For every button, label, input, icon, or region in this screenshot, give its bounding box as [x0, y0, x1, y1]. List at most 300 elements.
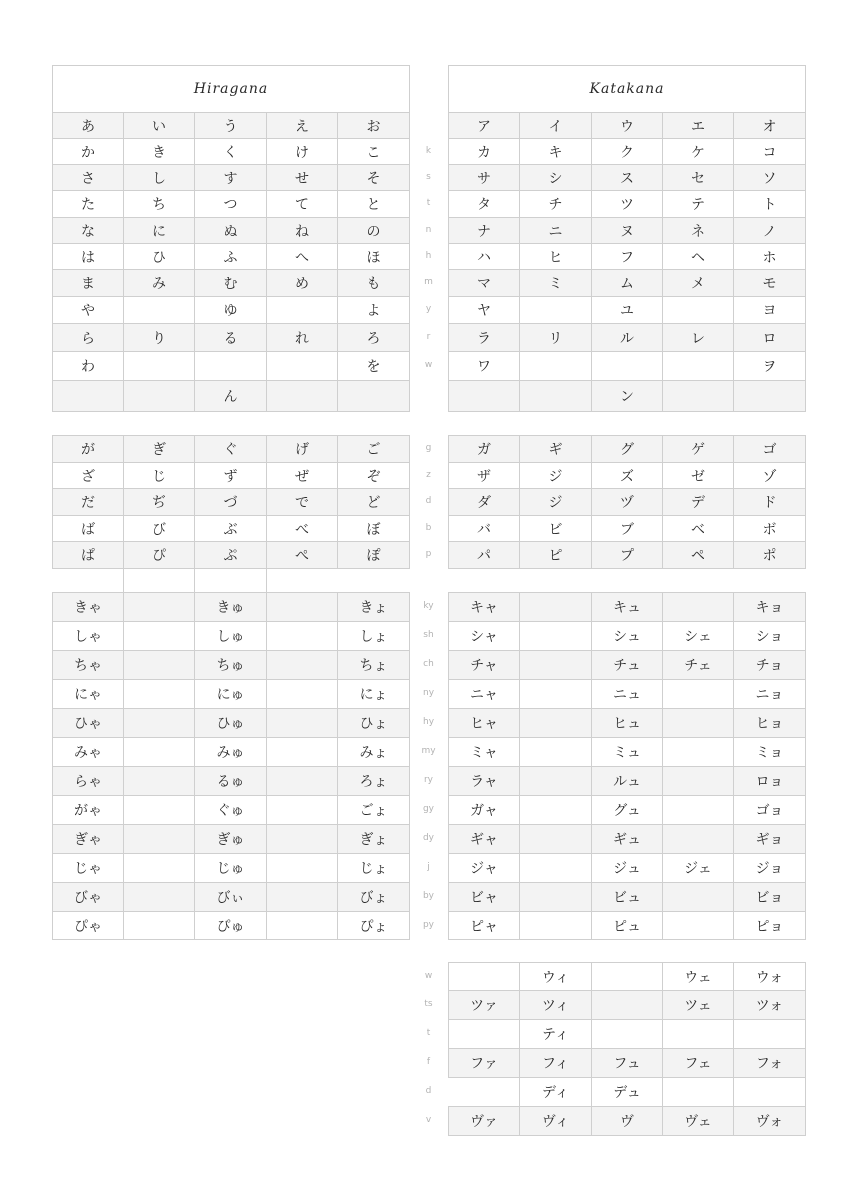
- kana-cell: [663, 381, 734, 412]
- kana-cell: ヴォ: [734, 1107, 806, 1136]
- table-row: [449, 825, 806, 854]
- kana-cell: [663, 883, 734, 912]
- kana-cell: ロョ: [734, 767, 806, 796]
- kana-cell: ミュ: [592, 738, 663, 767]
- table-row: [449, 165, 806, 191]
- table-row: [449, 244, 806, 270]
- kana-cell: ベ: [663, 516, 734, 542]
- consonant-label: f: [426, 1057, 431, 1067]
- table-row: [449, 963, 806, 991]
- kana-cell: ヴィ: [520, 1107, 592, 1136]
- kana-cell: マ: [449, 270, 520, 297]
- kana-cell: ラャ: [449, 767, 520, 796]
- kana-cell: ニャ: [449, 680, 520, 709]
- consonant-label: w: [424, 360, 433, 370]
- kana-cell: ヲ: [734, 352, 806, 381]
- grid-remnant-line: [266, 568, 267, 592]
- kana-cell: [195, 352, 267, 381]
- kana-cell: が: [53, 436, 124, 463]
- kana-cell: む: [195, 270, 267, 297]
- kana-cell: ビャ: [449, 883, 520, 912]
- kana-cell: ぐ: [195, 436, 267, 463]
- kana-cell: キ: [520, 139, 592, 165]
- kana-cell: ヅ: [592, 489, 663, 516]
- kana-cell: チェ: [663, 651, 734, 680]
- table-row: [53, 709, 410, 738]
- kana-cell: シュ: [592, 622, 663, 651]
- hiragana-title: Hiragana: [53, 66, 410, 113]
- table-row: [53, 270, 410, 297]
- kana-cell: [663, 1078, 734, 1107]
- kana-cell: せ: [267, 165, 338, 191]
- table-row: [449, 542, 806, 569]
- kana-cell: バ: [449, 516, 520, 542]
- consonant-label: ry: [423, 775, 434, 785]
- consonant-label: g: [425, 443, 432, 453]
- kana-cell: い: [124, 113, 195, 139]
- kana-cell: しゃ: [53, 622, 124, 651]
- kana-cell: る: [195, 324, 267, 352]
- kana-cell: け: [267, 139, 338, 165]
- table-row: [53, 489, 410, 516]
- kana-cell: びょ: [338, 883, 410, 912]
- kana-cell: [124, 297, 195, 324]
- kana-cell: [520, 709, 592, 738]
- kana-cell: ほ: [338, 244, 410, 270]
- kana-cell: ミョ: [734, 738, 806, 767]
- consonant-label: py: [422, 920, 435, 930]
- kana-cell: [520, 854, 592, 883]
- consonant-label: d: [425, 496, 432, 506]
- kana-cell: [124, 651, 195, 680]
- kana-cell: ぴゃ: [53, 912, 124, 940]
- kana-cell: ヒ: [520, 244, 592, 270]
- kana-cell: フュ: [592, 1049, 663, 1078]
- table-row: [449, 1020, 806, 1049]
- kana-cell: [267, 297, 338, 324]
- table-row: [449, 796, 806, 825]
- kana-cell: [592, 963, 663, 991]
- kana-cell: ユ: [592, 297, 663, 324]
- kana-cell: ヴァ: [449, 1107, 520, 1136]
- kana-cell: チ: [520, 191, 592, 218]
- table-row: [449, 436, 806, 463]
- kana-cell: ヒャ: [449, 709, 520, 738]
- kana-cell: [663, 297, 734, 324]
- kana-cell: ぴゅ: [195, 912, 267, 940]
- hiragana-yoon-table: [52, 592, 410, 940]
- consonant-label: by: [422, 891, 435, 901]
- kana-cell: て: [267, 191, 338, 218]
- consonant-label: w: [424, 971, 433, 981]
- kana-cell: イ: [520, 113, 592, 139]
- kana-cell: るゅ: [195, 767, 267, 796]
- kana-cell: ぱ: [53, 542, 124, 569]
- kana-cell: し: [124, 165, 195, 191]
- consonant-label: dy: [422, 833, 435, 843]
- kana-cell: ミ: [520, 270, 592, 297]
- kana-cell: ヴ: [592, 1107, 663, 1136]
- kana-cell: レ: [663, 324, 734, 352]
- kana-cell: お: [338, 113, 410, 139]
- kana-cell: ダ: [449, 489, 520, 516]
- consonant-label: h: [425, 251, 432, 261]
- consonant-label: ts: [424, 999, 433, 1009]
- table-row: [449, 113, 806, 139]
- kana-cell: さ: [53, 165, 124, 191]
- kana-cell: ず: [195, 463, 267, 489]
- kana-cell: づ: [195, 489, 267, 516]
- kana-cell: ガャ: [449, 796, 520, 825]
- kana-cell: ヴェ: [663, 1107, 734, 1136]
- kana-cell: ディ: [520, 1078, 592, 1107]
- kana-cell: ド: [734, 489, 806, 516]
- kana-cell: にゃ: [53, 680, 124, 709]
- kana-cell: じ: [124, 463, 195, 489]
- table-row: [449, 991, 806, 1020]
- consonant-label: t: [426, 198, 431, 208]
- kana-cell: [520, 767, 592, 796]
- table-row: [449, 767, 806, 796]
- kana-cell: [124, 825, 195, 854]
- kana-cell: [520, 622, 592, 651]
- kana-cell: ペ: [663, 542, 734, 569]
- table-row: [449, 297, 806, 324]
- kana-cell: ん: [195, 381, 267, 412]
- kana-cell: デュ: [592, 1078, 663, 1107]
- kana-cell: ツォ: [734, 991, 806, 1020]
- kana-cell: [267, 738, 338, 767]
- kana-cell: [267, 854, 338, 883]
- kana-cell: フォ: [734, 1049, 806, 1078]
- kana-cell: ごょ: [338, 796, 410, 825]
- kana-cell: フ: [592, 244, 663, 270]
- table-row: [53, 651, 410, 680]
- kana-cell: しょ: [338, 622, 410, 651]
- kana-cell: ゼ: [663, 463, 734, 489]
- kana-cell: キョ: [734, 593, 806, 622]
- kana-cell: ホ: [734, 244, 806, 270]
- table-row: [449, 381, 806, 412]
- kana-cell: ピュ: [592, 912, 663, 940]
- kana-cell: つ: [195, 191, 267, 218]
- kana-cell: に: [124, 218, 195, 244]
- kana-cell: みょ: [338, 738, 410, 767]
- kana-cell: [124, 883, 195, 912]
- grid-remnant-line: [123, 568, 124, 592]
- table-row: [449, 191, 806, 218]
- kana-cell: ソ: [734, 165, 806, 191]
- table-row: [449, 1107, 806, 1136]
- katakana-yoon-table: [448, 592, 806, 940]
- kana-cell: テ: [663, 191, 734, 218]
- kana-cell: フィ: [520, 1049, 592, 1078]
- kana-cell: [267, 709, 338, 738]
- kana-cell: ニョ: [734, 680, 806, 709]
- kana-cell: [267, 825, 338, 854]
- kana-cell: [53, 381, 124, 412]
- kana-cell: ケ: [663, 139, 734, 165]
- kana-cell: ぼ: [338, 516, 410, 542]
- kana-cell: ぎ: [124, 436, 195, 463]
- kana-cell: グュ: [592, 796, 663, 825]
- kana-cell: プ: [592, 542, 663, 569]
- table-row: [449, 854, 806, 883]
- consonant-label: r: [426, 332, 431, 342]
- table-row: [53, 324, 410, 352]
- kana-cell: らゃ: [53, 767, 124, 796]
- table-row: [449, 352, 806, 381]
- consonant-label: s: [426, 172, 431, 182]
- kana-cell: [663, 767, 734, 796]
- kana-cell: [734, 1078, 806, 1107]
- kana-cell: ツェ: [663, 991, 734, 1020]
- kana-cell: ア: [449, 113, 520, 139]
- kana-cell: り: [124, 324, 195, 352]
- kana-cell: メ: [663, 270, 734, 297]
- table-row: [449, 738, 806, 767]
- kana-cell: ろ: [338, 324, 410, 352]
- kana-cell: ス: [592, 165, 663, 191]
- kana-cell: みゃ: [53, 738, 124, 767]
- table-row: [449, 593, 806, 622]
- kana-cell: や: [53, 297, 124, 324]
- kana-cell: チョ: [734, 651, 806, 680]
- kana-cell: う: [195, 113, 267, 139]
- kana-cell: ザ: [449, 463, 520, 489]
- kana-cell: エ: [663, 113, 734, 139]
- kana-cell: [449, 1020, 520, 1049]
- kana-cell: ク: [592, 139, 663, 165]
- kana-cell: [124, 738, 195, 767]
- kana-cell: ゾ: [734, 463, 806, 489]
- kana-cell: ヒョ: [734, 709, 806, 738]
- consonant-label: j: [427, 862, 430, 872]
- kana-cell: ゆ: [195, 297, 267, 324]
- consonant-label: [412, 112, 445, 138]
- grid-remnant-line: [194, 568, 195, 592]
- kana-cell: ぴょ: [338, 912, 410, 940]
- table-row: [53, 796, 410, 825]
- kana-cell: [267, 912, 338, 940]
- kana-cell: [663, 680, 734, 709]
- hiragana-dakuten-table: [52, 435, 410, 569]
- kana-cell: [267, 796, 338, 825]
- kana-cell: は: [53, 244, 124, 270]
- kana-cell: ネ: [663, 218, 734, 244]
- kana-cell: ビュ: [592, 883, 663, 912]
- kana-cell: [663, 738, 734, 767]
- kana-cell: [124, 352, 195, 381]
- kana-cell: [449, 963, 520, 991]
- kana-cell: [734, 1020, 806, 1049]
- kana-cell: タ: [449, 191, 520, 218]
- kana-cell: ショ: [734, 622, 806, 651]
- kana-cell: [520, 651, 592, 680]
- kana-cell: ひょ: [338, 709, 410, 738]
- kana-cell: ゲ: [663, 436, 734, 463]
- table-row: [53, 113, 410, 139]
- kana-cell: ジョ: [734, 854, 806, 883]
- kana-cell: ツ: [592, 191, 663, 218]
- table-row: [449, 218, 806, 244]
- kana-cell: ジュ: [592, 854, 663, 883]
- table-row: [53, 593, 410, 622]
- kana-cell: ちゃ: [53, 651, 124, 680]
- kana-cell: わ: [53, 352, 124, 381]
- table-row: [53, 218, 410, 244]
- consonant-label: b: [425, 523, 432, 533]
- kana-cell: オ: [734, 113, 806, 139]
- kana-cell: [520, 381, 592, 412]
- kana-cell: ま: [53, 270, 124, 297]
- kana-cell: [124, 680, 195, 709]
- kana-cell: がゃ: [53, 796, 124, 825]
- kana-cell: [124, 622, 195, 651]
- kana-cell: [520, 912, 592, 940]
- consonant-label: z: [426, 470, 431, 480]
- kana-cell: ど: [338, 489, 410, 516]
- kana-cell: と: [338, 191, 410, 218]
- kana-cell: ぎゃ: [53, 825, 124, 854]
- kana-cell: フェ: [663, 1049, 734, 1078]
- table-row: [449, 709, 806, 738]
- table-row: [53, 516, 410, 542]
- kana-cell: きゃ: [53, 593, 124, 622]
- kana-cell: ニュ: [592, 680, 663, 709]
- consonant-label: m: [424, 277, 433, 287]
- kana-cell: コ: [734, 139, 806, 165]
- table-row: [53, 825, 410, 854]
- kana-cell: [663, 796, 734, 825]
- kana-cell: デ: [663, 489, 734, 516]
- kana-cell: びゃ: [53, 883, 124, 912]
- consonant-label: d: [425, 1086, 432, 1096]
- kana-cell: セ: [663, 165, 734, 191]
- kana-cell: ズ: [592, 463, 663, 489]
- table-row: [53, 883, 410, 912]
- table-row: [449, 622, 806, 651]
- kana-cell: ルュ: [592, 767, 663, 796]
- kana-cell: みゅ: [195, 738, 267, 767]
- kana-cell: で: [267, 489, 338, 516]
- table-row: [53, 381, 410, 412]
- kana-cell: パ: [449, 542, 520, 569]
- kana-cell: きょ: [338, 593, 410, 622]
- kana-cell: ン: [592, 381, 663, 412]
- kana-cell: しゅ: [195, 622, 267, 651]
- kana-cell: を: [338, 352, 410, 381]
- table-row: [53, 297, 410, 324]
- consonant-label: sh: [423, 630, 434, 640]
- kana-cell: ティ: [520, 1020, 592, 1049]
- kana-cell: だ: [53, 489, 124, 516]
- kana-cell: [520, 593, 592, 622]
- table-row: [53, 139, 410, 165]
- kana-cell: [124, 381, 195, 412]
- consonant-label: v: [425, 1115, 432, 1125]
- kana-cell: ギョ: [734, 825, 806, 854]
- kana-cell: シ: [520, 165, 592, 191]
- kana-cell: ピャ: [449, 912, 520, 940]
- kana-cell: こ: [338, 139, 410, 165]
- kana-cell: た: [53, 191, 124, 218]
- kana-cell: [520, 883, 592, 912]
- kana-cell: ひゃ: [53, 709, 124, 738]
- kana-cell: ル: [592, 324, 663, 352]
- table-row: [53, 244, 410, 270]
- kana-cell: ビ: [520, 516, 592, 542]
- table-row: [53, 912, 410, 940]
- consonant-label: ny: [422, 688, 435, 698]
- kana-cell: あ: [53, 113, 124, 139]
- kana-cell: カ: [449, 139, 520, 165]
- kana-cell: [267, 352, 338, 381]
- kana-cell: ギャ: [449, 825, 520, 854]
- kana-cell: [520, 796, 592, 825]
- kana-cell: [267, 883, 338, 912]
- table-row: [53, 165, 410, 191]
- kana-cell: [520, 297, 592, 324]
- kana-cell: じゅ: [195, 854, 267, 883]
- kana-cell: ツィ: [520, 991, 592, 1020]
- kana-cell: ガ: [449, 436, 520, 463]
- kana-cell: の: [338, 218, 410, 244]
- kana-cell: ム: [592, 270, 663, 297]
- kana-cell: チャ: [449, 651, 520, 680]
- kana-cell: ジェ: [663, 854, 734, 883]
- kana-cell: ぶ: [195, 516, 267, 542]
- kana-cell: キャ: [449, 593, 520, 622]
- consonant-label: p: [425, 549, 432, 559]
- kana-cell: グ: [592, 436, 663, 463]
- kana-cell: ジャ: [449, 854, 520, 883]
- consonant-label: ch: [423, 659, 434, 669]
- kana-cell: ゴ: [734, 436, 806, 463]
- table-row: [449, 1049, 806, 1078]
- kana-cell: か: [53, 139, 124, 165]
- kana-cell: ぴ: [124, 542, 195, 569]
- kana-cell: ハ: [449, 244, 520, 270]
- kana-cell: ちょ: [338, 651, 410, 680]
- kana-cell: [267, 651, 338, 680]
- kana-cell: ニ: [520, 218, 592, 244]
- kana-cell: [663, 825, 734, 854]
- consonant-label: [412, 380, 445, 411]
- table-row: [53, 191, 410, 218]
- kana-cell: ウェ: [663, 963, 734, 991]
- table-row: [449, 139, 806, 165]
- kana-cell: ブ: [592, 516, 663, 542]
- kana-cell: きゅ: [195, 593, 267, 622]
- kana-cell: [520, 680, 592, 709]
- kana-cell: ロ: [734, 324, 806, 352]
- kana-cell: ツァ: [449, 991, 520, 1020]
- kana-cell: [124, 767, 195, 796]
- kana-cell: リ: [520, 324, 592, 352]
- kana-cell: げ: [267, 436, 338, 463]
- kana-cell: [124, 912, 195, 940]
- katakana-dakuten-table: [448, 435, 806, 569]
- kana-cell: ざ: [53, 463, 124, 489]
- consonant-label: gy: [422, 804, 435, 814]
- table-row: [449, 516, 806, 542]
- kana-cell: [734, 381, 806, 412]
- kana-cell: ポ: [734, 542, 806, 569]
- kana-cell: ぐゅ: [195, 796, 267, 825]
- table-row: [449, 1078, 806, 1107]
- kana-cell: じょ: [338, 854, 410, 883]
